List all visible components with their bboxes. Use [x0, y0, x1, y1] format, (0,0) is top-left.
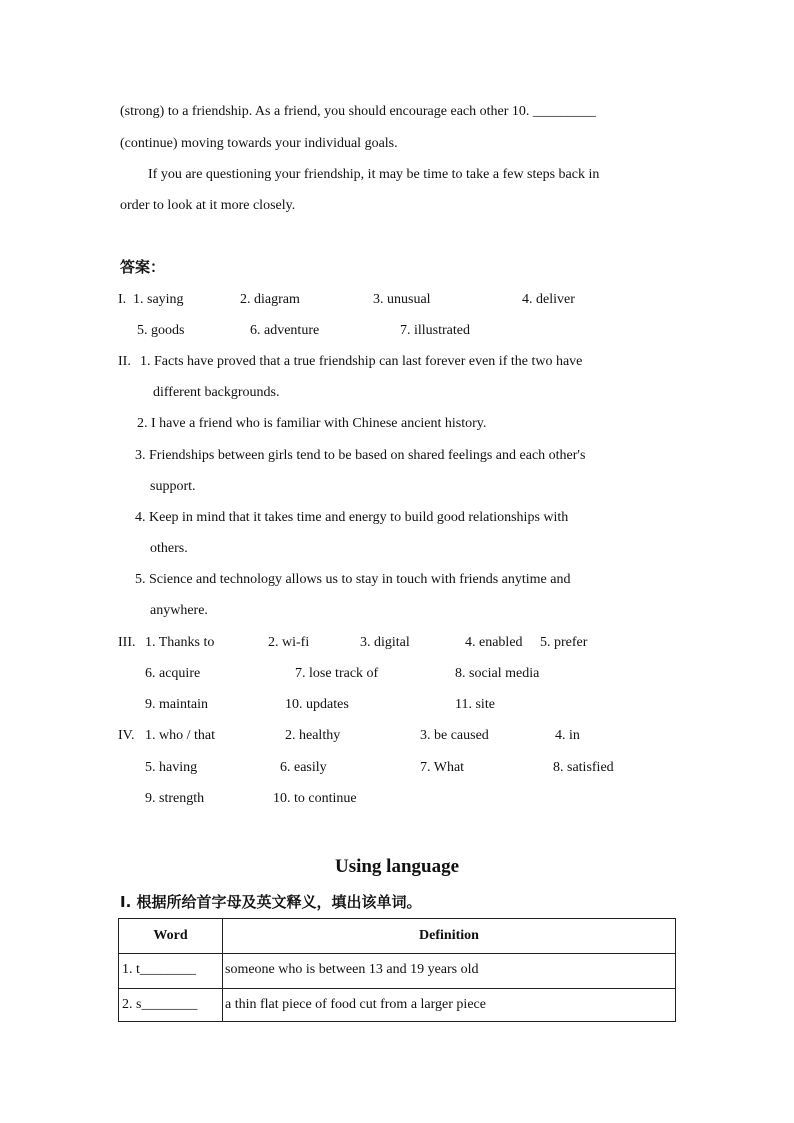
answer-2-line-3: 2. I have a friend who is familiar with Chinese ancient history.	[137, 416, 487, 431]
section-1-label: I.	[118, 292, 127, 307]
answer-3-1: 1. Thanks to	[145, 635, 215, 650]
answer-4-7: 7. What	[420, 760, 465, 775]
answer-2-line-1: 1. Facts have proved that a true friendship can last forever even if the two have	[140, 354, 583, 369]
answer-1-3: 3. unusual	[373, 292, 431, 307]
table-row-1-word: 1. t________	[122, 962, 196, 977]
answer-1-2: 2. diagram	[240, 292, 300, 307]
answer-2-line-8: 5. Science and technology allows us to stay in touch with friends anytime and	[135, 572, 571, 587]
table-row-2-word: 2. s________	[122, 997, 198, 1012]
answer-4-10: 10. to continue	[273, 791, 357, 806]
table-header-word: Word	[153, 928, 188, 943]
answer-4-1: 1. who / that	[145, 728, 215, 743]
answer-1-1: 1. saying	[133, 292, 184, 307]
answer-3-6: 6. acquire	[145, 666, 201, 681]
answer-4-9: 9. strength	[145, 791, 205, 806]
answer-3-5: 5. prefer	[540, 635, 588, 650]
answer-2-line-6: 4. Keep in mind that it takes time and energy to build good relationships with	[135, 510, 569, 525]
answer-1-6: 6. adventure	[250, 323, 320, 338]
answer-3-11: 11. site	[455, 697, 495, 712]
answer-4-5: 5. having	[145, 760, 198, 775]
answer-4-3: 3. be caused	[420, 728, 489, 743]
passage-line-4: order to look at it more closely.	[120, 198, 296, 213]
section-3-label: III.	[118, 635, 136, 650]
answer-3-9: 9. maintain	[145, 697, 208, 712]
table-row-1-definition: someone who is between 13 and 19 years old	[225, 962, 479, 977]
answer-3-8: 8. social media	[455, 666, 540, 681]
answer-2-line-2: different backgrounds.	[153, 385, 280, 400]
answer-4-6: 6. easily	[280, 760, 327, 775]
answer-4-4: 4. in	[555, 728, 580, 743]
section-2-label: II.	[118, 354, 131, 369]
answer-4-2: 2. healthy	[285, 728, 341, 743]
answer-3-3: 3. digital	[360, 635, 410, 650]
answer-3-10: 10. updates	[285, 697, 349, 712]
answer-2-line-5: support.	[150, 479, 196, 494]
table-row-2-definition: a thin flat piece of food cut from a larger piece	[225, 997, 486, 1012]
answer-2-line-9: anywhere.	[150, 603, 208, 618]
section-title: Using language	[334, 856, 460, 877]
exercise-instruction: I. 根据所给首字母及英文释义，填出该单词。	[120, 893, 422, 911]
answer-2-line-4: 3. Friendships between girls tend to be based on shared feelings and each other's	[135, 448, 586, 463]
answer-3-4: 4. enabled	[465, 635, 523, 650]
answer-2-line-7: others.	[150, 541, 188, 556]
passage-line-1: (strong) to a friendship. As a friend, you should encourage each other 10. _________	[120, 104, 596, 119]
table-row-divider	[119, 988, 675, 989]
answer-3-7: 7. lose track of	[295, 666, 379, 681]
vocab-table	[118, 918, 676, 1022]
answer-3-2: 2. wi-fi	[268, 635, 310, 650]
answer-1-7: 7. illustrated	[400, 323, 470, 338]
passage-line-2: (continue) moving towards your individual goals.	[120, 136, 398, 151]
table-header-definition: Definition	[419, 928, 479, 943]
table-row-divider	[119, 953, 675, 954]
answers-heading: 答案：	[120, 258, 166, 276]
answer-1-4: 4. deliver	[522, 292, 575, 307]
answer-1-5: 5. goods	[137, 323, 185, 338]
answer-4-8: 8. satisfied	[553, 760, 614, 775]
passage-line-3: If you are questioning your friendship, it may be time to take a few steps back in	[148, 167, 600, 182]
section-4-label: IV.	[118, 728, 135, 743]
